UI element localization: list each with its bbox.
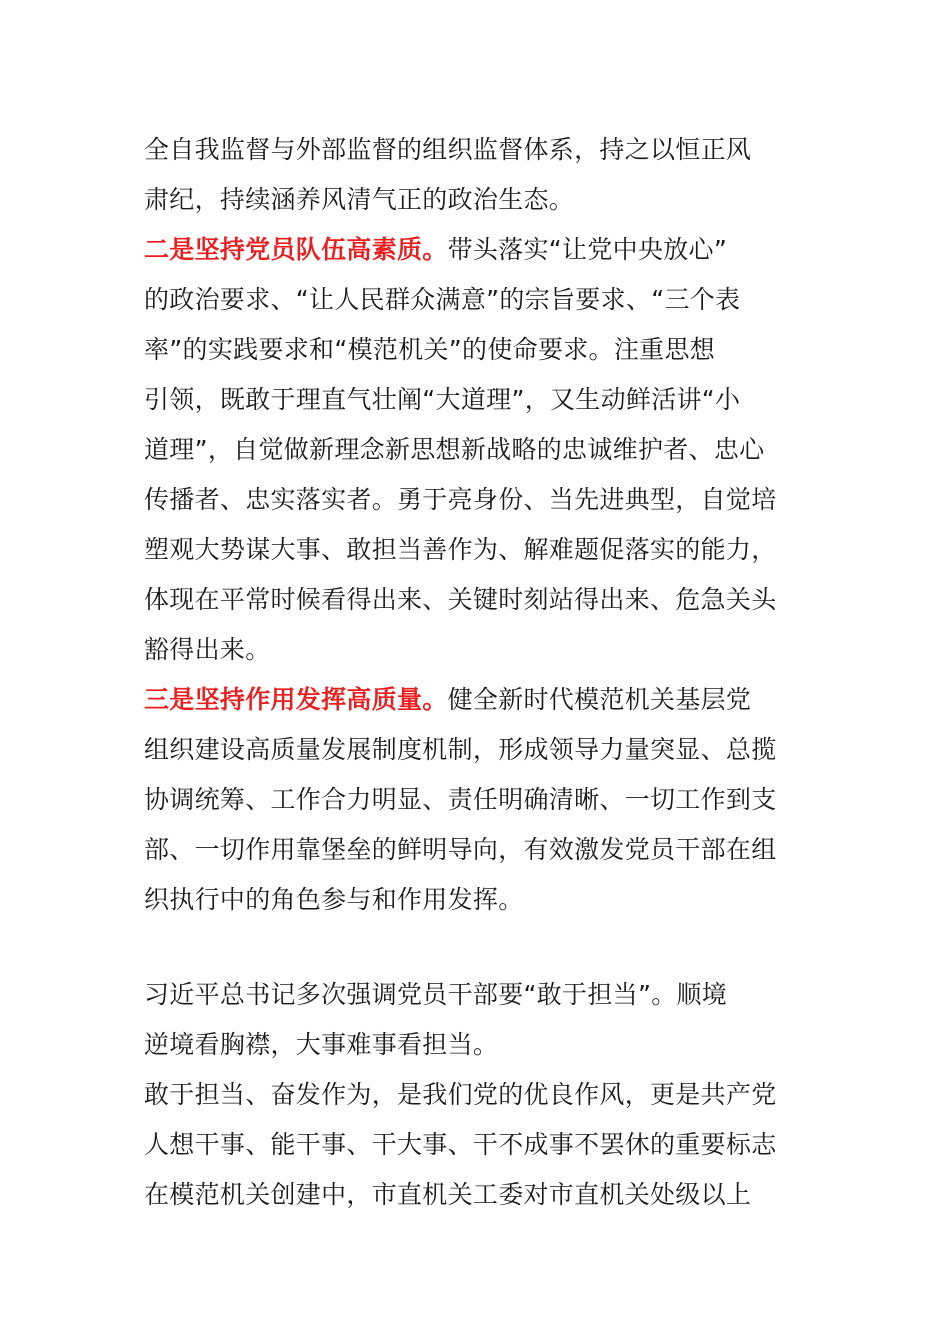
section-body — [144, 125, 808, 925]
text-line: 传播者、忠实落实者。勇于亮身份、当先进典型，自觉培 — [144, 485, 777, 514]
text-run: 健全新时代模范机关基层党 — [447, 685, 752, 714]
text-line: 在模范机关创建中，市直机关工委对市直机关处级以上 — [144, 1180, 752, 1209]
section-body — [144, 970, 808, 1220]
text-line: 协调统筹、工作合力明显、责任明确清晰、一切工作到支 — [144, 785, 777, 814]
text-line: 逆境看胸襟，大事难事看担当。 — [144, 1030, 499, 1059]
paragraph-dare-to-take-responsibility — [144, 970, 808, 1070]
text-line: 的政治要求、“让人民群众满意”的宗旨要求、“三个表 — [144, 285, 741, 314]
text-line — [144, 675, 808, 725]
paragraph-role-quality — [144, 675, 808, 925]
text-line: 习近平总书记多次强调党员干部要“敢于担当”。顺境 — [144, 980, 728, 1009]
text-line: 肃纪，持续涵养风清气正的政治生态。 — [144, 185, 575, 214]
text-line: 全自我监督与外部监督的组织监督体系，持之以恒正风 — [144, 135, 752, 164]
text-run: 带头落实“让党中央放心” — [447, 235, 728, 264]
paragraph-member-quality — [144, 225, 808, 675]
text-line: 率”的实践要求和“模范机关”的使命要求。注重思想 — [144, 335, 716, 364]
text-line: 塑观大势谋大事、敢担当善作为、解难题促落实的能力， — [144, 535, 777, 564]
paragraph-heading: 三是坚持作用发挥高质量。 — [144, 685, 448, 714]
text-line: 敢于担当、奋发作为，是我们党的优良作风，更是共产党 — [144, 1080, 777, 1109]
paragraph-heading: 二是坚持党员队伍高素质。 — [144, 235, 448, 264]
text-line: 道理”，自觉做新理念新思想新战略的忠诚维护者、忠心 — [144, 435, 765, 464]
text-line: 人想干事、能干事、干大事、干不成事不罢休的重要标志 — [144, 1130, 777, 1159]
text-line: 豁得出来。 — [144, 635, 271, 664]
text-line: 组织建设高质量发展制度机制，形成领导力量突显、总揽 — [144, 735, 777, 764]
text-line: 织执行中的角色参与和作用发挥。 — [144, 885, 524, 914]
paragraph-work-style — [144, 1070, 808, 1220]
text-line: 引领，既敢于理直气壮阐“大道理”，又生动鲜活讲“小 — [144, 385, 741, 414]
text-line — [144, 225, 808, 275]
paragraph-supervision — [144, 125, 808, 225]
text-line: 部、一切作用靠堡垒的鲜明导向，有效激发党员干部在组 — [144, 835, 777, 864]
text-line: 体现在平常时候看得出来、关键时刻站得出来、危急关头 — [144, 585, 777, 614]
